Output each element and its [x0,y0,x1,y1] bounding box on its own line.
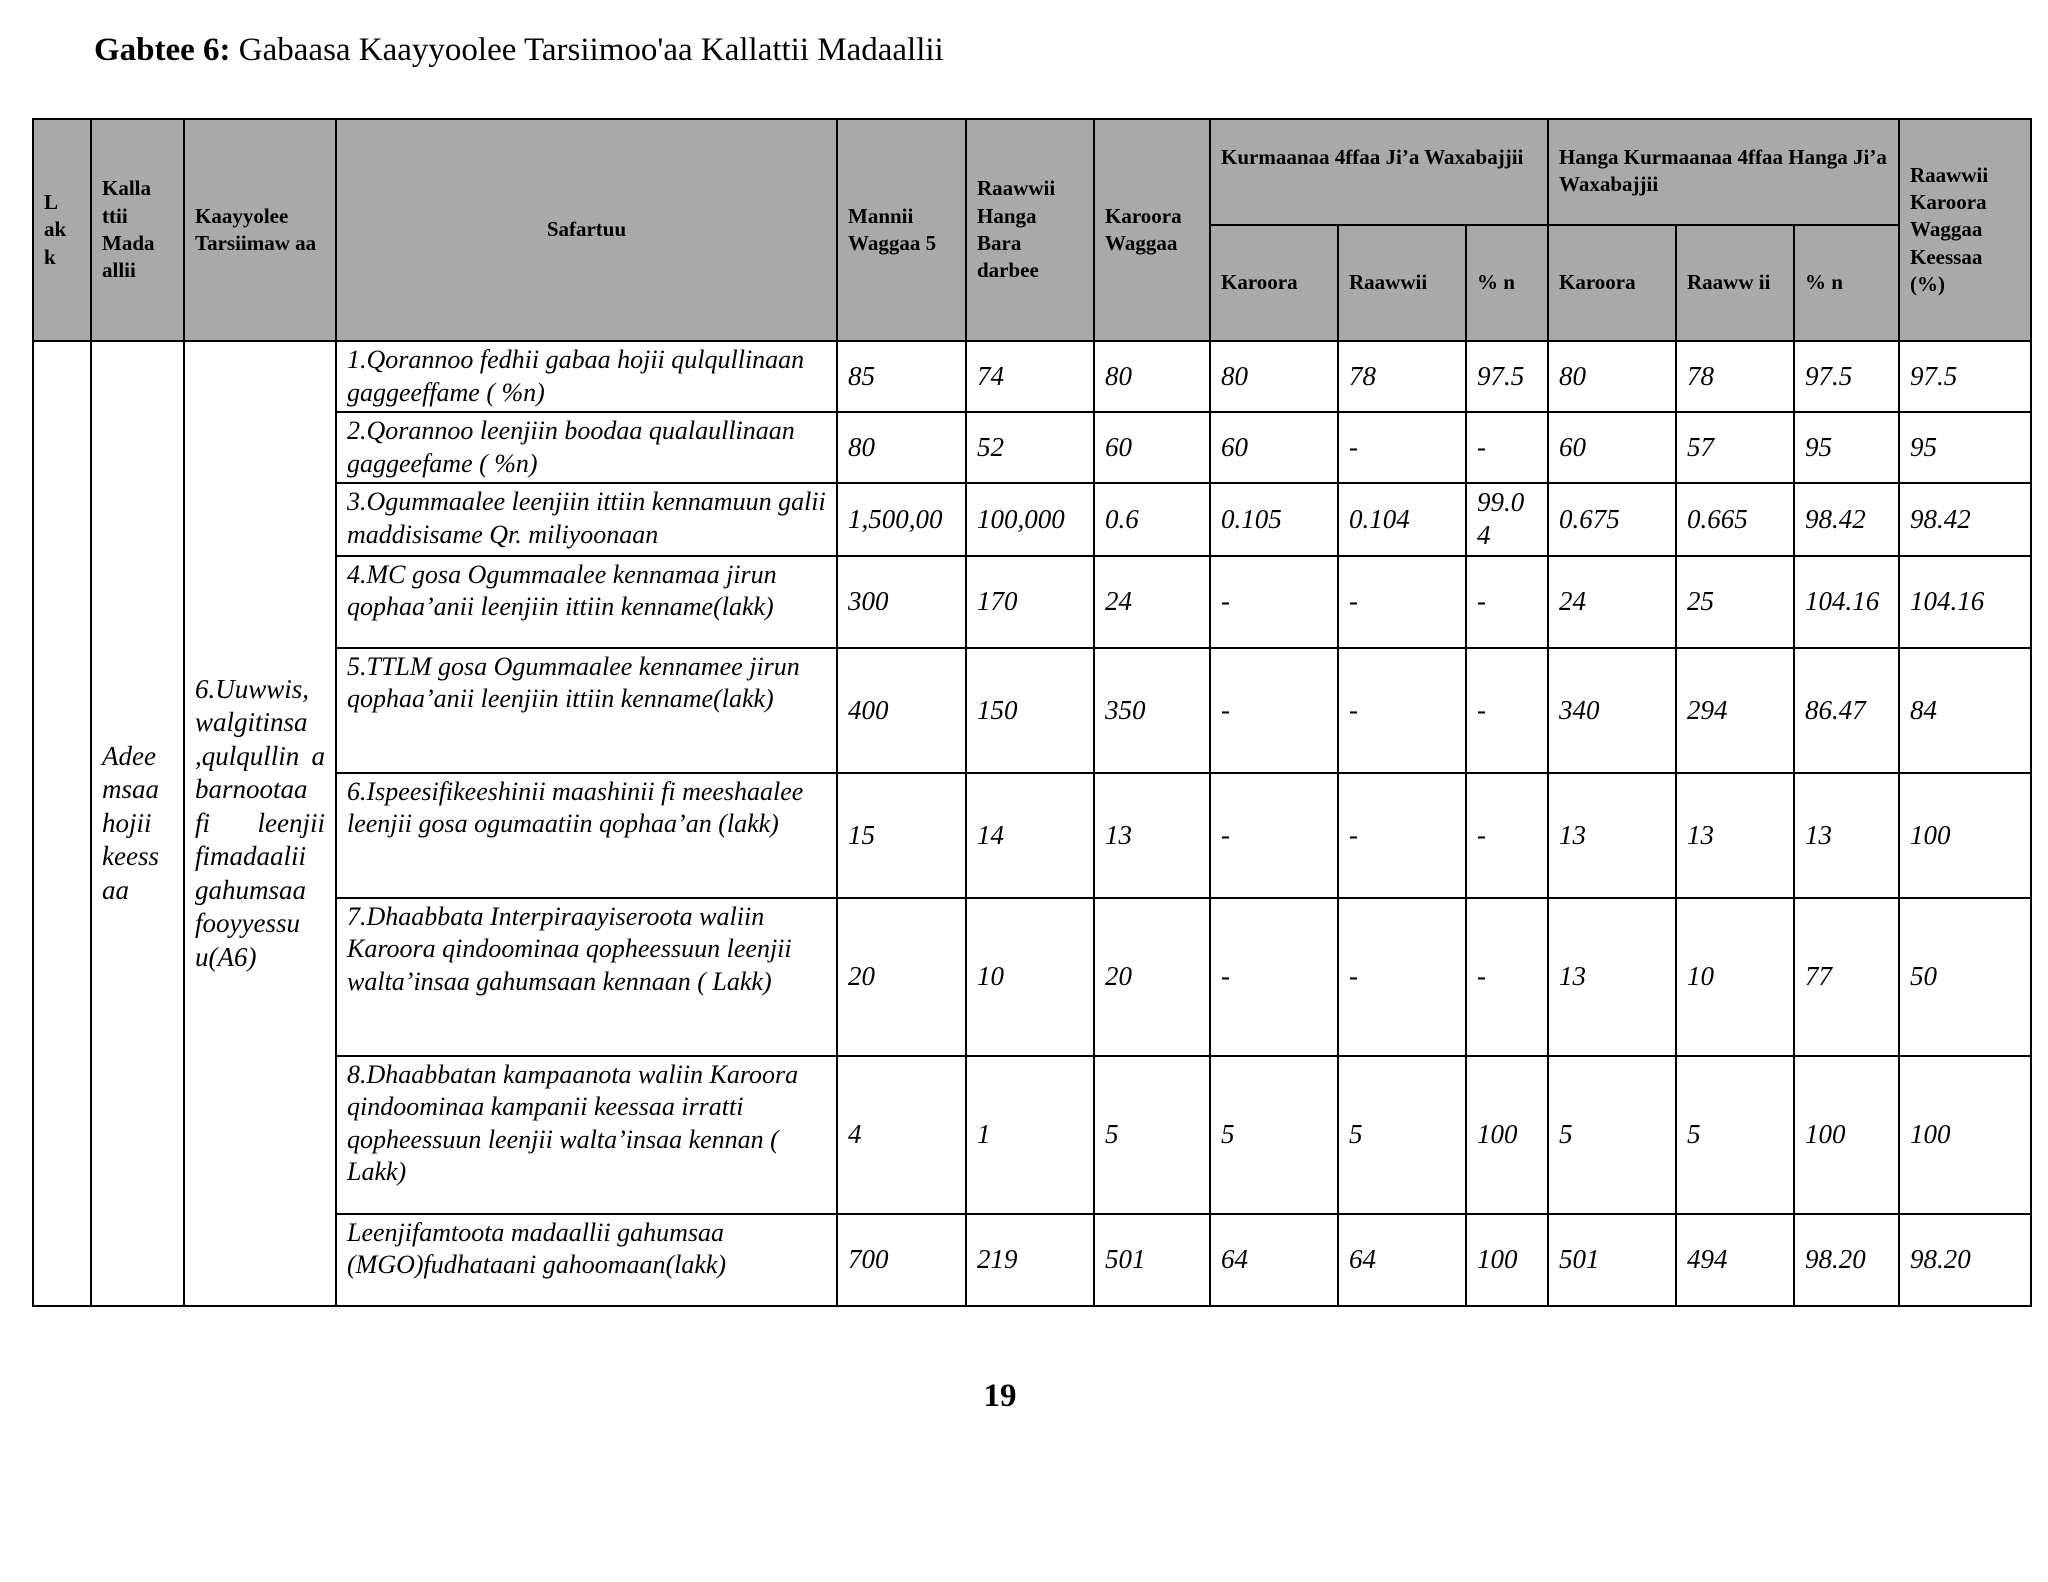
page-title [94,32,944,69]
safartuu-cell: 3.Ogummaalee leenjiin ittiin kennamuun galii maddisisame Qr. miliyoonaan [336,483,837,556]
value-cell-c2: 170 [966,556,1094,648]
value-cell-c5: - [1338,898,1466,1056]
header-raawwii-hanga: Raawwii Hanga Bara darbee [966,119,1094,341]
value-cell-c6: - [1466,412,1548,483]
value-cell-c9: 100 [1794,1056,1899,1214]
value-cell-c3: 501 [1094,1214,1210,1306]
header-raawwii-karoora: Raawwii Karoora Waggaa Keessaa (%) [1899,119,2031,341]
safartuu-cell: 5.TTLM gosa Ogummaalee kennamee jirun qophaa’anii leenjiin ittiin kenname(lakk) [336,648,837,773]
table-label: Gabtee 6: [94,32,231,68]
header-mannii: Mannii Waggaa 5 [837,119,966,341]
value-cell-c9: 98.42 [1794,483,1899,556]
value-cell-c10: 95 [1899,412,2031,483]
table-row [33,341,2031,412]
header-hanga-kurmaanaa: Hanga Kurmaanaa 4ffaa Hanga Ji’a Waxabajjii [1548,119,1899,225]
header-kaayyoolee: Kaayyolee Tarsiimaw aa [184,119,336,341]
value-cell-c8: 294 [1676,648,1794,773]
value-cell-c5: 78 [1338,341,1466,412]
table-header [33,119,2031,341]
value-cell-c7: 340 [1548,648,1676,773]
value-cell-c4: - [1210,648,1338,773]
subheader-raawwii: Raawwii [1338,225,1466,341]
value-cell-c6: 100 [1466,1056,1548,1214]
safartuu-cell: 7.Dhaabbata Interpiraayiseroota waliin Karoora qindoominaa qopheessuun leenjii walta’insaa gahumsaan kennaan ( Lakk) [336,898,837,1056]
value-cell-c10: 100 [1899,1056,2031,1214]
safartuu-cell: 4.MC gosa Ogummaalee kennamaa jirun qophaa’anii leenjiin ittiin kenname(lakk) [336,556,837,648]
value-cell-c3: 80 [1094,341,1210,412]
kaayyoolee-cell: 6.Uuwwis, walgitinsa ,qulqullin a barnootaa fi leenjii fimadaalii gahumsaa fooyyessu u(A6) [184,341,336,1306]
kallattii-cell: Adee msaa hojii keess aa [91,341,184,1306]
value-cell-c5: - [1338,773,1466,898]
page-number: 19 [983,1378,1017,1414]
value-cell-c2: 14 [966,773,1094,898]
value-cell-c5: 64 [1338,1214,1466,1306]
value-cell-c6: 100 [1466,1214,1548,1306]
subheader-karoora-2: Karoora [1548,225,1676,341]
value-cell-c4: 5 [1210,1056,1338,1214]
value-cell-c6: - [1466,556,1548,648]
value-cell-c3: 350 [1094,648,1210,773]
header-safartuu: Safartuu [336,119,837,341]
subheader-percent: % n [1466,225,1548,341]
value-cell-c4: - [1210,556,1338,648]
value-cell-c9: 13 [1794,773,1899,898]
safartuu-cell: Leenjifamtoota madaallii gahumsaa (MGO)fudhataani gahoomaan(lakk) [336,1214,837,1306]
value-cell-c4: 80 [1210,341,1338,412]
value-cell-c10: 97.5 [1899,341,2031,412]
header-karoora-waggaa: Karoora Waggaa [1094,119,1210,341]
safartuu-cell: 1.Qorannoo fedhii gabaa hojii qulqullinaan gaggeeffame ( %n) [336,341,837,412]
value-cell-c5: - [1338,648,1466,773]
value-cell-c4: 0.105 [1210,483,1338,556]
value-cell-c8: 57 [1676,412,1794,483]
value-cell-c1: 4 [837,1056,966,1214]
value-cell-c5: 0.104 [1338,483,1466,556]
value-cell-c1: 20 [837,898,966,1056]
value-cell-c8: 13 [1676,773,1794,898]
value-cell-c1: 1,500,00 [837,483,966,556]
lakk-cell [33,341,91,1306]
value-cell-c2: 219 [966,1214,1094,1306]
value-cell-c7: 5 [1548,1056,1676,1214]
value-cell-c3: 20 [1094,898,1210,1056]
value-cell-c7: 13 [1548,898,1676,1056]
header-lakk: L ak k [33,119,91,341]
value-cell-c6: - [1466,648,1548,773]
report-table [32,118,2032,1307]
value-cell-c3: 0.6 [1094,483,1210,556]
subheader-karoora: Karoora [1210,225,1338,341]
value-cell-c7: 80 [1548,341,1676,412]
value-cell-c2: 1 [966,1056,1094,1214]
value-cell-c3: 60 [1094,412,1210,483]
value-cell-c9: 77 [1794,898,1899,1056]
value-cell-c2: 74 [966,341,1094,412]
value-cell-c7: 0.675 [1548,483,1676,556]
value-cell-c10: 100 [1899,773,2031,898]
value-cell-c6: 97.5 [1466,341,1548,412]
value-cell-c8: 494 [1676,1214,1794,1306]
value-cell-c3: 5 [1094,1056,1210,1214]
value-cell-c10: 98.42 [1899,483,2031,556]
value-cell-c4: - [1210,898,1338,1056]
value-cell-c1: 85 [837,341,966,412]
value-cell-c8: 0.665 [1676,483,1794,556]
value-cell-c5: 5 [1338,1056,1466,1214]
value-cell-c10: 104.16 [1899,556,2031,648]
subheader-raawwii-2: Raaww ii [1676,225,1794,341]
value-cell-c1: 80 [837,412,966,483]
value-cell-c7: 501 [1548,1214,1676,1306]
value-cell-c1: 700 [837,1214,966,1306]
header-kurmaanaa: Kurmaanaa 4ffaa Ji’a Waxabajjii [1210,119,1548,225]
value-cell-c2: 100,000 [966,483,1094,556]
value-cell-c10: 50 [1899,898,2031,1056]
value-cell-c2: 52 [966,412,1094,483]
value-cell-c2: 150 [966,648,1094,773]
value-cell-c7: 60 [1548,412,1676,483]
value-cell-c4: 64 [1210,1214,1338,1306]
value-cell-c9: 98.20 [1794,1214,1899,1306]
value-cell-c8: 5 [1676,1056,1794,1214]
value-cell-c7: 13 [1548,773,1676,898]
safartuu-cell: 2.Qorannoo leenjiin boodaa qualaullinaan gaggeefame ( %n) [336,412,837,483]
value-cell-c7: 24 [1548,556,1676,648]
value-cell-c1: 300 [837,556,966,648]
table-caption: Gabaasa Kaayyoolee Tarsiimoo'aa Kallattii Madaallii [238,32,944,68]
value-cell-c1: 400 [837,648,966,773]
value-cell-c9: 104.16 [1794,556,1899,648]
value-cell-c8: 78 [1676,341,1794,412]
subheader-percent-2: % n [1794,225,1899,341]
value-cell-c5: - [1338,412,1466,483]
value-cell-c6: - [1466,773,1548,898]
value-cell-c2: 10 [966,898,1094,1056]
value-cell-c1: 15 [837,773,966,898]
value-cell-c8: 10 [1676,898,1794,1056]
value-cell-c9: 97.5 [1794,341,1899,412]
safartuu-cell: 8.Dhaabbatan kampaanota waliin Karoora qindoominaa kampanii keessaa irratti qopheessuun leenjii walta’insaa kennan ( Lakk) [336,1056,837,1214]
value-cell-c6: - [1466,898,1548,1056]
value-cell-c4: - [1210,773,1338,898]
value-cell-c5: - [1338,556,1466,648]
safartuu-cell: 6.Ispeesifikeeshinii maashinii fi meeshaalee leenjii gosa ogumaatiin qophaa’an (lakk) [336,773,837,898]
value-cell-c3: 24 [1094,556,1210,648]
value-cell-c10: 84 [1899,648,2031,773]
value-cell-c9: 95 [1794,412,1899,483]
value-cell-c10: 98.20 [1899,1214,2031,1306]
value-cell-c4: 60 [1210,412,1338,483]
value-cell-c3: 13 [1094,773,1210,898]
value-cell-c6: 99.0 4 [1466,483,1548,556]
value-cell-c9: 86.47 [1794,648,1899,773]
header-kallattii: Kalla ttii Mada allii [91,119,184,341]
table-body [33,341,2031,1306]
value-cell-c8: 25 [1676,556,1794,648]
